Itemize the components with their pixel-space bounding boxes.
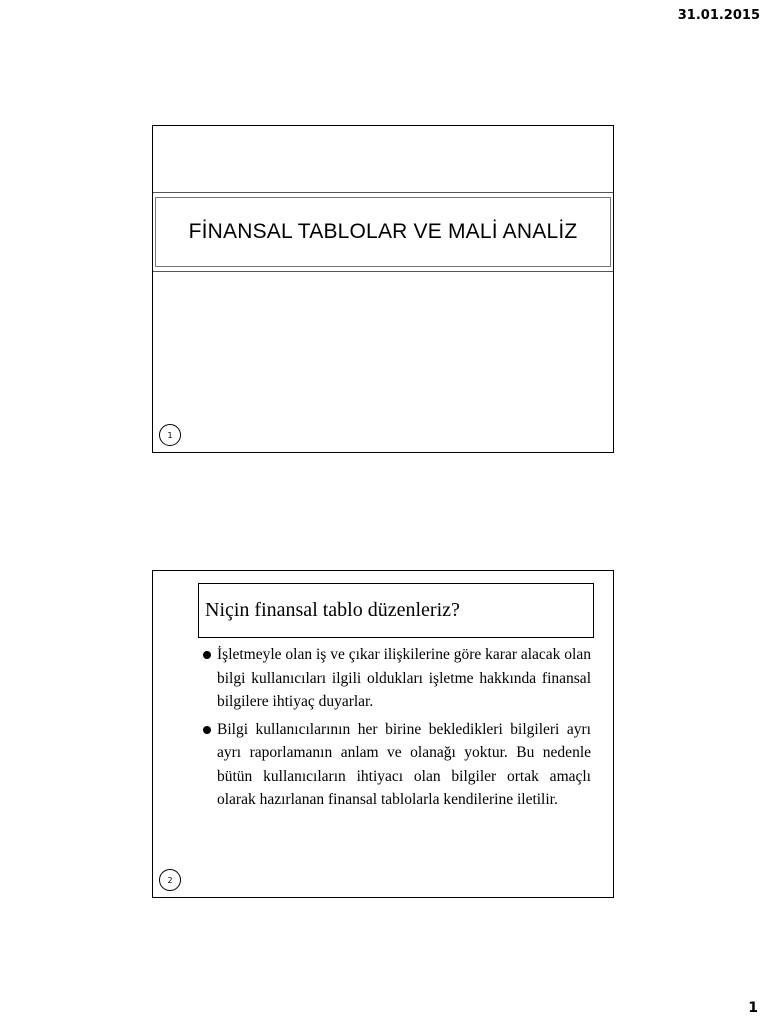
slide-heading: Niçin finansal tablo düzenleriz? [205, 599, 460, 621]
bullet-text: İşletmeyle olan iş ve çıkar ilişkilerine göre karar alacak olan bilgi kullanıcıları ilgili oldukları işletme hakkında finansal bilgilere ihtiyaç duyarlar. [217, 646, 591, 710]
page-date: 31.01.2015 [677, 8, 760, 23]
slide-2 [152, 570, 614, 898]
bullet-text: Bilgi kullanıcılarının her birine bekledikleri bilgileri ayrı ayrı raporlamanın anlam ve olanağı yoktur. Bu nedenle bütün kullanıcıların ihtiyacı olan bilgiler ortak amaçlı olarak hazırlanan finansal tablolarla kendilerine iletilir. [217, 720, 591, 808]
slide-heading-box [198, 583, 594, 638]
title-band [153, 192, 613, 272]
title-band-inner [155, 197, 611, 267]
bullet-item [201, 643, 591, 714]
slide-title: FİNANSAL TABLOLAR VE MALİ ANALİZ [188, 220, 578, 243]
bullet-list [201, 643, 591, 816]
slide-number-badge: 2 [159, 869, 181, 891]
slide-1 [152, 125, 614, 453]
slide-number-badge: 1 [159, 424, 181, 446]
bullet-dot-icon [203, 726, 211, 734]
page-number: 1 [748, 1000, 758, 1016]
bullet-dot-icon [203, 651, 211, 659]
bullet-item [201, 718, 591, 812]
